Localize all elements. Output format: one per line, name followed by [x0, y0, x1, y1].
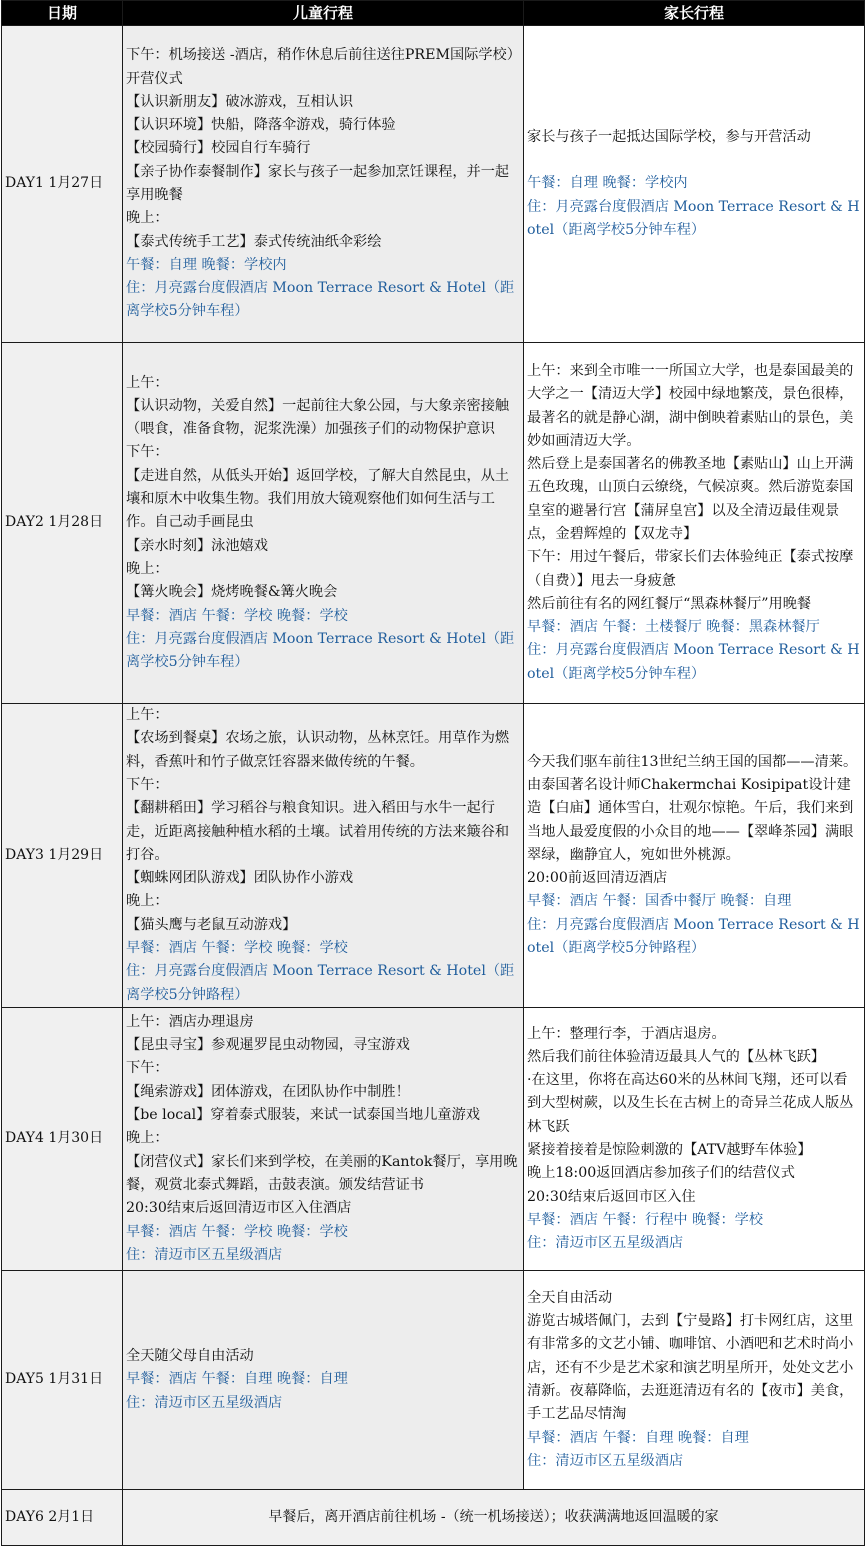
schedule-line: ·在这里，你将在高达60米的丛林间飞翔，还可以看到大型树蕨，以及生长在古树上的奇异兰花成人版丛林飞跃: [527, 1072, 854, 1135]
schedule-line: 【走进自然，从低头开始】返回学校，了解大自然昆虫，从土壤和原木中收集生物。我们用放大镜观察他们如何生活与工作。自己动手画昆虫: [126, 467, 510, 531]
day-row: [2, 26, 865, 343]
lodging-info: 住：清迈市区五星级酒店: [126, 1394, 283, 1411]
lodging-info: 住：月亮露台度假酒店 Moon Terrace Resort & Hotel（距离学校5分钟路程）: [126, 963, 515, 1003]
schedule-line: 上午：酒店办理退房: [126, 1013, 254, 1030]
day6-date: DAY6 2月1日: [2, 1490, 123, 1546]
day-row: [2, 1008, 865, 1271]
meals-info: 早餐：酒店 午餐：学校 晚餐：学校: [126, 940, 348, 957]
lodging-info: 住：月亮露台度假酒店 Moon Terrace Resort & Hotel（距离学校5分钟路程）: [527, 916, 860, 957]
schedule-line: 20:30结束后返回清迈市区入住酒店: [126, 1200, 352, 1217]
schedule-line: 上午：来到全市唯一一所国立大学，也是泰国最美的大学之一【清迈大学】校园中绿地繁茂，景色很棒，最著名的就是静心湖，湖中倒映着素贴山的景色，美妙如画清迈大学。: [527, 362, 854, 449]
day-date: DAY4 1月30日: [2, 1008, 123, 1271]
lodging-info: 住：清迈市区五星级酒店: [126, 1246, 283, 1263]
kids-schedule: [123, 26, 524, 343]
schedule-line: 家长与孩子一起抵达国际学校，参与开营活动: [527, 128, 811, 145]
schedule-line: 然后我们前往体验清迈最具人气的【丛林飞跃】: [527, 1048, 825, 1065]
schedule-line: 晚上18:00返回酒店参加孩子们的结营仪式: [527, 1165, 795, 1182]
meals-info: 午餐：自理 晚餐：学校内: [527, 175, 688, 192]
schedule-line: 晚上：: [126, 560, 169, 577]
schedule-line: 今天我们驱车前往13世纪兰纳王国的国都——清莱。由泰国著名设计师Chakermchai Kosipipat设计建造【白庙】通体雪白，壮观尔惊艳。午后，我们来到当地人最爱度假的小众目的地——【翠峰茶园】满眼翠绿，幽静宜人，宛如世外桃源。: [527, 753, 858, 863]
parents-schedule: [524, 343, 865, 704]
day-row: [2, 1271, 865, 1490]
schedule-line: 下午：用过午餐后，带家长们去体验纯正【泰式按摩（自费）】甩去一身疲惫: [527, 549, 854, 589]
kids-schedule: [123, 343, 524, 704]
header-kids: 儿童行程: [123, 1, 524, 26]
schedule-line: 下午：: [126, 776, 169, 793]
lodging-info: 住：月亮露台度假酒店 Moon Terrace Resort & Hotel（距离学校5分钟车程）: [527, 642, 860, 682]
schedule-line: 【闭营仪式】家长们来到学校，在美丽的Kantok餐厅，享用晚餐，观赏北泰式舞蹈，击鼓表演。颁发结营证书: [126, 1153, 518, 1193]
day-row: [2, 343, 865, 704]
schedule-line: 【亲子协作泰餐制作】家长与孩子一起参加烹饪课程，并一起享用晚餐: [126, 163, 510, 203]
schedule-line: 开营仪式: [126, 70, 183, 87]
lodging-info: 住：月亮露台度假酒店 Moon Terrace Resort & Hotel（距离学校5分钟车程）: [126, 630, 515, 671]
schedule-line: 【篝火晚会】烧烤晚餐&篝火晚会: [126, 584, 338, 601]
schedule-line: 下午：: [126, 444, 169, 461]
schedule-line: 下午：机场接送 -酒店，稍作休息后前往送往PREM国际学校）: [126, 47, 521, 64]
lodging-info: 住：月亮露台度假酒店 Moon Terrace Resort & Hotel（距离学校5分钟车程）: [126, 280, 515, 320]
kids-schedule: [123, 704, 524, 1008]
header-row: [2, 1, 865, 26]
schedule-line: 【认识环境】快船，降落伞游戏，骑行体验: [126, 117, 396, 134]
schedule-line: 20:00前返回清迈酒店: [527, 870, 668, 887]
meals-info: 早餐：酒店 午餐：学校 晚餐：学校: [126, 1223, 348, 1240]
schedule-line: 【校园骑行】校园自行车骑行: [126, 140, 311, 157]
parents-schedule: [524, 704, 865, 1008]
schedule-line: 上午：: [126, 707, 169, 724]
schedule-line: 【蜘蛛网团队游戏】团队协作小游戏: [126, 870, 354, 887]
schedule-line: 紧接着接着是惊险刺激的【ATV越野车体验】: [527, 1142, 812, 1158]
schedule-line: 然后前往有名的网红餐厅“黑森林餐厅”用晚餐: [527, 595, 812, 612]
kids-schedule: [123, 1271, 524, 1490]
schedule-line: 【亲水时刻】泳池嬉戏: [126, 537, 268, 554]
parents-schedule: [524, 1271, 865, 1490]
schedule-line: 上午：: [126, 374, 169, 391]
schedule-line: [527, 149, 861, 172]
itinerary-table: [1, 0, 865, 1546]
schedule-line: 游览古城塔佩门，去到【宁曼路】打卡网红店，这里有非常多的文艺小铺、咖啡馆、小酒吧和艺术时尚小店，还有不少是艺术家和演艺明星所开，处处文艺小清新。夜幕降临，去逛逛清迈有名的【夜市】美食，手工艺品尽情淘: [527, 1313, 854, 1423]
schedule-line: 晚上：: [126, 1130, 169, 1147]
schedule-line: 【猫头鹰与老鼠互动游戏】: [126, 916, 297, 933]
meals-info: 早餐：酒店 午餐：国香中餐厅 晚餐：自理: [527, 893, 792, 910]
lodging-info: 住：清迈市区五星级酒店: [527, 1235, 684, 1252]
schedule-line: 下午：: [126, 1060, 169, 1077]
meals-info: 午餐：自理 晚餐：学校内: [126, 256, 287, 273]
day-date: DAY1 1月27日: [2, 26, 123, 343]
meals-info: 早餐：酒店 午餐：土楼餐厅 晚餐：黑森林餐厅: [527, 619, 820, 636]
schedule-line: 晚上：: [126, 893, 169, 910]
schedule-line: 【昆虫寻宝】参观暹罗昆虫动物园，寻宝游戏: [126, 1037, 410, 1054]
parents-schedule: [524, 1008, 865, 1271]
day-row: [2, 704, 865, 1008]
schedule-line: 全天随父母自由活动: [126, 1348, 254, 1365]
day6-text: 早餐后，离开酒店前往机场 -（统一机场接送）；收获满满地返回温暖的家: [123, 1490, 865, 1546]
day6-row: [2, 1490, 865, 1546]
schedule-line: 【泰式传统手工艺】泰式传统油纸伞彩绘: [126, 233, 382, 250]
day-date: DAY2 1月28日: [2, 343, 123, 704]
schedule-line: 20:30结束后返回市区入住: [527, 1188, 696, 1205]
schedule-line: 【翻耕稻田】学习稻谷与粮食知识。进入稻田与水牛一起行走，近距离接触种植水稻的土壤。试着用传统的方法来簸谷和打谷。: [126, 800, 510, 863]
schedule-line: 全天自由活动: [527, 1289, 613, 1306]
schedule-line: 【认识动物，关爱自然】一起前往大象公园，与大象亲密接触（喂食，准备食物，泥浆洗澡）加强孩子们的动物保护意识: [126, 397, 510, 438]
header-parents: 家长行程: [524, 1, 865, 26]
schedule-line: 上午：整理行李，于酒店退房。: [527, 1025, 726, 1042]
meals-info: 早餐：酒店 午餐：学校 晚餐：学校: [126, 607, 348, 624]
lodging-info: 住：月亮露台度假酒店 Moon Terrace Resort & Hotel（距离学校5分钟车程）: [527, 198, 860, 238]
schedule-line: 【be local】穿着泰式服装，来试一试泰国当地儿童游戏: [126, 1107, 480, 1124]
parents-schedule: [524, 26, 865, 343]
schedule-line: 【农场到餐桌】农场之旅，认识动物，丛林烹饪。用草作为燃料，香蕉叶和竹子做烹饪容器来做传统的午餐。: [126, 730, 510, 770]
meals-info: 早餐：酒店 午餐：行程中 晚餐：学校: [527, 1211, 764, 1228]
schedule-line: 晚上：: [126, 210, 169, 227]
day-date: DAY5 1月31日: [2, 1271, 123, 1490]
schedule-line: 然后登上是泰国著名的佛教圣地【素贴山】山上开满五色玫瑰，山顶白云缭绕，气候凉爽。然后游览泰国皇室的避暑行宫【蒲屏皇宫】以及全清迈最佳观景点，金碧辉煌的【双龙寺】: [527, 456, 854, 542]
day-date: DAY3 1月29日: [2, 704, 123, 1008]
kids-schedule: [123, 1008, 524, 1271]
meals-info: 早餐：酒店 午餐：自理 晚餐：自理: [527, 1429, 749, 1446]
header-date: 日期: [2, 1, 123, 26]
schedule-line: 【认识新朋友】破冰游戏，互相认识: [126, 93, 354, 110]
schedule-line: 【绳索游戏】团体游戏，在团队协作中制胜！: [126, 1083, 410, 1100]
meals-info: 早餐：酒店 午餐：自理 晚餐：自理: [126, 1371, 348, 1388]
lodging-info: 住：清迈市区五星级酒店: [527, 1452, 684, 1469]
